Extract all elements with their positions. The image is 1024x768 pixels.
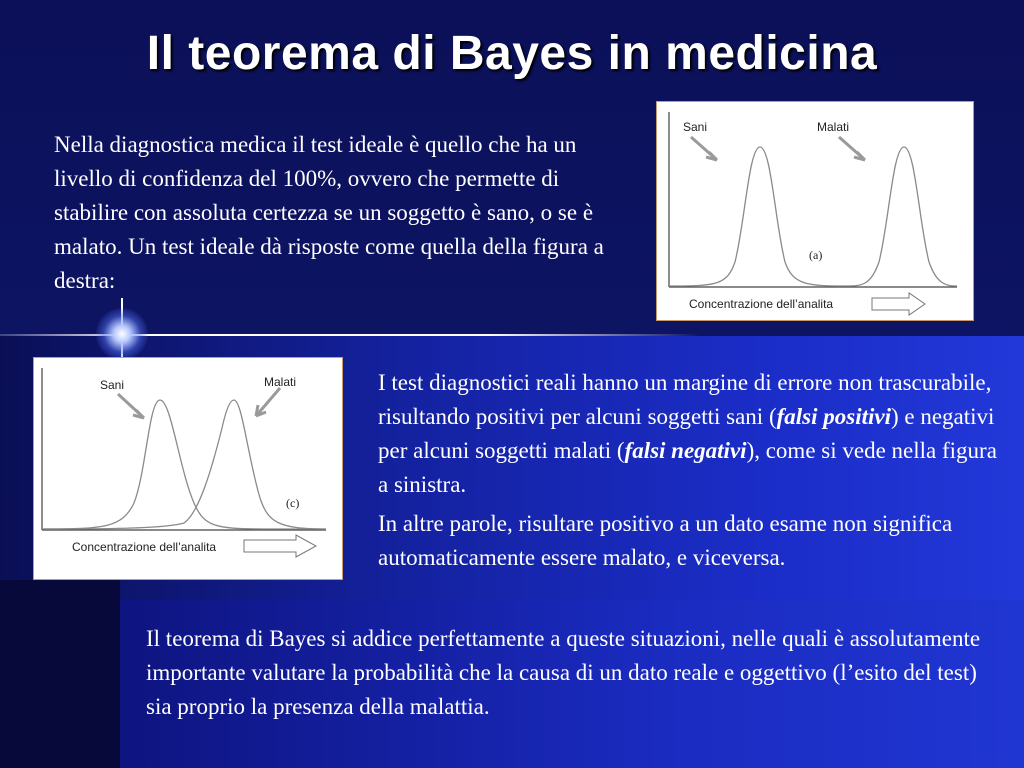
false-negatives-term: falsi negativi: [624, 438, 747, 463]
other-words-paragraph: In altre parole, risultare positivo a un dato esame non significa automaticamente essere malato, e viceversa.: [378, 511, 953, 570]
arrow-healthy: [691, 137, 717, 160]
label-healthy: Sani: [683, 120, 708, 134]
label-sick: Malati: [817, 120, 850, 134]
arrow-sick: [256, 388, 280, 416]
arrow-sick: [839, 137, 865, 160]
axis-arrow-icon: [872, 293, 925, 315]
distribution-curves: [669, 147, 957, 286]
label-sick: Malati: [264, 375, 297, 389]
real-tests-text-1: I test diagnostici reali hanno un margine di errore non trascurabile, risultando positivi per alcuni soggetti sani (: [378, 370, 992, 429]
arrow-healthy: [118, 394, 144, 418]
slide-title: Il teorema di Bayes in medicina: [146, 27, 878, 80]
intro-paragraph: Nella diagnostica medica il test ideale è quello che ha un livello di confidenza del 100%, ovvero che permette di stabilire con assoluta certezza se un soggetto è sano, o se è malato. Un test ideale dà risposte come quella della figura a destra:: [54, 132, 604, 293]
figure-tag: (a): [809, 248, 823, 262]
real-tests-text-3: ), come si vede nella figura a sinistra.: [378, 438, 997, 497]
false-positives-term: falsi positivi: [776, 404, 891, 429]
figure-tag: (c): [286, 496, 300, 510]
axis-label: Concentrazione dell’analita: [689, 297, 834, 311]
axis-label: Concentrazione dell’analita: [72, 540, 217, 554]
figure-ideal-test: [656, 101, 974, 321]
sick-curve: [42, 400, 326, 529]
real-tests-text-2: ) e negativi per alcuni soggetti malati (: [378, 404, 995, 463]
healthy-curve: [42, 400, 326, 529]
figure-ideal-test-graph: [657, 102, 973, 320]
axis-arrow-icon: [244, 535, 316, 557]
background-left-strip: [0, 580, 120, 768]
figure-real-test: [33, 357, 343, 580]
real-tests-paragraph: [378, 366, 1003, 502]
label-healthy: Sani: [100, 378, 125, 392]
glow-decoration: [96, 308, 148, 360]
bayes-paragraph: Il teorema di Bayes si addice perfettamente a queste situazioni, nelle quali è assolutamente importante valutare la probabilità che la causa di un dato reale e oggettivo (l’esito del test) sia proprio la presenza della malattia.: [146, 626, 981, 719]
